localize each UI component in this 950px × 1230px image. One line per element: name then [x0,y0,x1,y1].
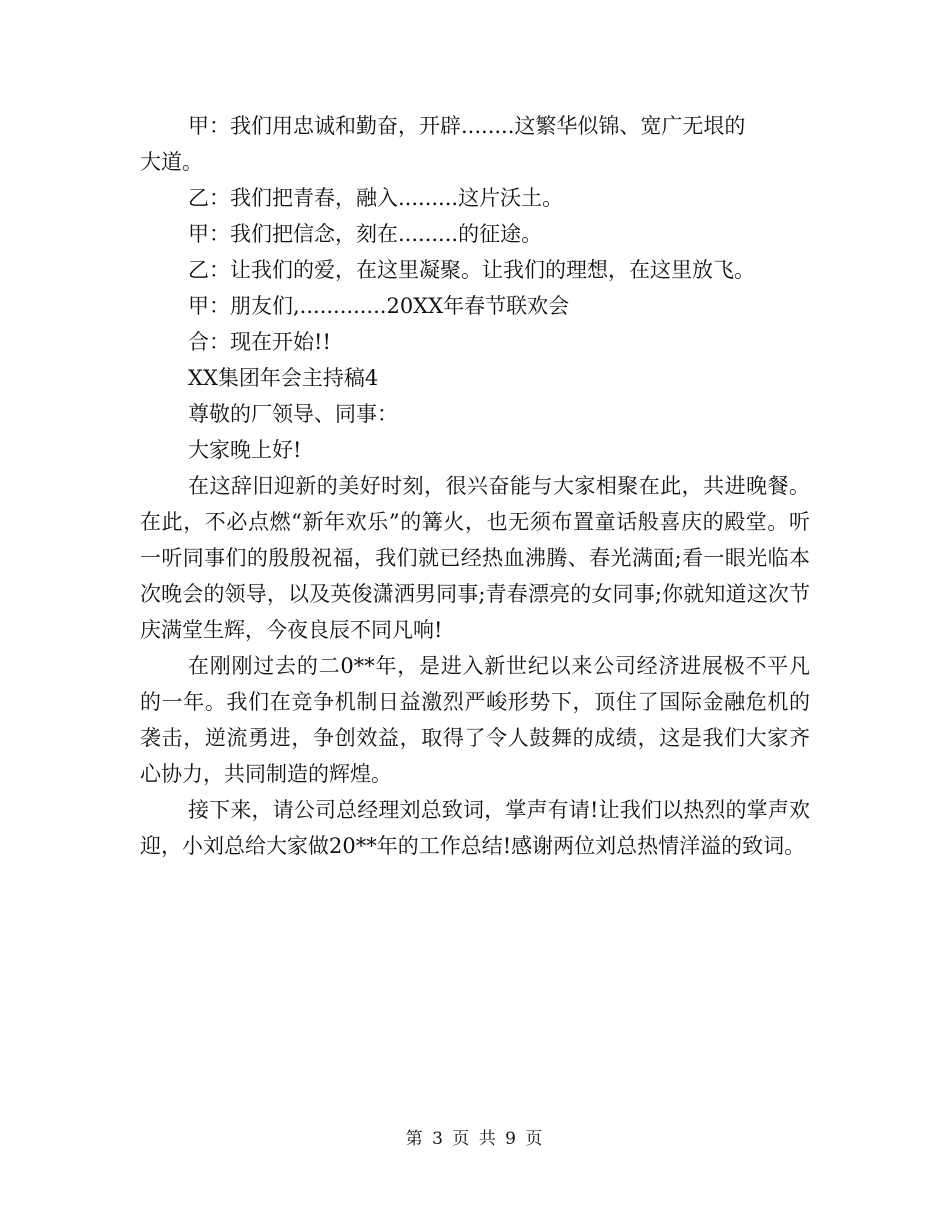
body-paragraph: 接下来，请公司总经理刘总致词，掌声有请!让我们以热烈的掌声欢迎，小刘总给大家做20**年的工作总结!感谢两位刘总热情洋溢的致词。 [140,798,810,858]
dialogue-line: 甲：我们把信念，刻在.........的征途。 [188,222,543,246]
greeting: 大家晚上好! [188,438,302,462]
document-body [140,108,810,864]
dialogue-line: 甲：我们用忠诚和勤奋，开辟........这繁华似锦、宽广无垠的 [188,114,746,138]
body-paragraph: 在刚刚过去的二0**年，是进入新世纪以来公司经济进展极不平凡的一年。我们在竞争机制日益激烈严峻形势下，顶住了国际金融危机的袭击，逆流勇进，争创效益，取得了令人鼓舞的成绩，这是我们大家齐心协力，共同制造的辉煌。 [140,654,810,786]
dialogue-line-continuation: 大道。 [140,150,203,174]
dialogue-line: 合：现在开始!! [188,330,331,354]
page-number-footer: 第 3 页 共 9 页 [405,1129,545,1149]
section-title: XX集团年会主持稿4 [188,366,379,390]
dialogue-line: 甲：朋友们,.............20XX年春节联欢会 [188,294,570,318]
salutation: 尊敬的厂领导、同事： [188,402,398,426]
dialogue-line: 乙：让我们的爱，在这里凝聚。让我们的理想，在这里放飞。 [188,258,755,282]
dialogue-line: 乙：我们把青春，融入.........这片沃土。 [188,186,564,210]
body-paragraph: 在这辞旧迎新的美好时刻，很兴奋能与大家相聚在此，共进晚餐。在此，不必点燃“新年欢乐”的篝火，也无须布置童话般喜庆的殿堂。听一听同事们的殷殷祝福，我们就已经热血沸腾、春光满面;看一眼光临本次晚会的领导，以及英俊潇洒男同事;青春漂亮的女同事;你就知道这次节庆满堂生辉，今夜良辰不同凡响! [140,474,810,642]
